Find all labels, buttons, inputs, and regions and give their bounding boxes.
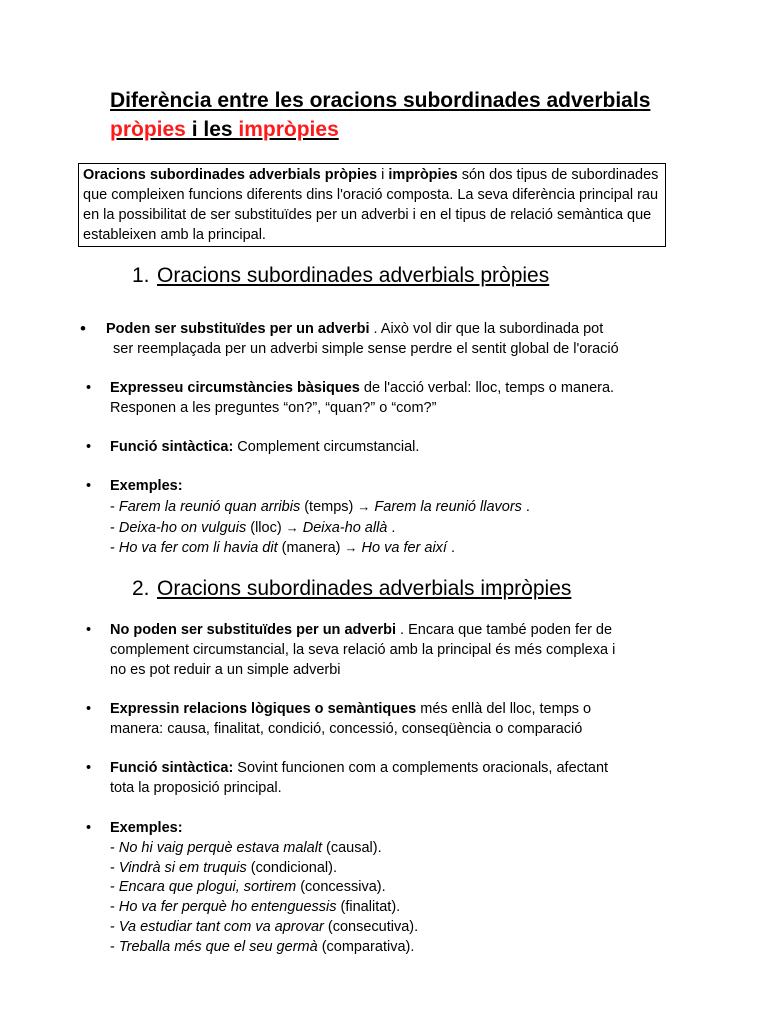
title-highlight-impropies: impròpies (238, 118, 339, 141)
bullet-icon: • (86, 478, 92, 494)
section-1-item-3 (86, 438, 666, 458)
item-text-line-2: ser reemplaçada per un adverbi simple sense perdre el sentit global de l'oració (113, 340, 619, 357)
item-text-line-2: complement circumstancial, la seva relació amb la principal és més complexa i (110, 641, 616, 658)
item-bold: Funció sintàctica: (110, 439, 234, 455)
example-line: - Farem la reunió quan arribis (temps) → Farem la reunió llavors . (110, 498, 530, 515)
section-2-heading (132, 575, 571, 603)
intro-box (78, 163, 666, 247)
intro-bold-2: impròpies (388, 167, 458, 183)
arrow-icon: → (344, 540, 358, 556)
example-line: - Deixa-ho on vulguis (lloc) → Deixa-ho allà . (110, 519, 396, 536)
bullet-icon: • (80, 319, 86, 338)
item-bold: Poden ser substituïdes per un adverbi (106, 321, 370, 337)
bullet-icon: • (86, 622, 92, 638)
section-1-item-1 (80, 320, 660, 360)
section-2-item-2 (86, 700, 666, 740)
examples-label: Exemples: (110, 478, 183, 494)
item-text-line-2: manera: causa, finalitat, condició, concessió, conseqüència o comparació (110, 720, 583, 737)
item-text: de l'acció verbal: lloc, temps o manera. (359, 380, 615, 396)
item-text: . Això vol dir que la subordinada pot (369, 321, 604, 337)
item-text-line-2: tota la proposició principal. (110, 779, 282, 796)
section-2-number: 2. (132, 577, 150, 600)
bullet-icon: • (86, 760, 92, 776)
item-text-line-3: no es pot reduir a un simple adverbi (110, 661, 341, 678)
intro-text-2: són dos tipus de subordinades que compleixen funcions diferents dins l'oració composta. La seva diferència principal rau en la possibilitat de ser substituïdes per un adverbi i en el tipus de relació semàntica que estableixen amb la principal. (83, 167, 659, 243)
section-1-item-4 (86, 477, 666, 559)
document-title (110, 86, 670, 144)
item-text: . Encara que també poden fer de (396, 622, 613, 638)
section-2-item-4 (86, 819, 666, 958)
intro-bold-1: Oracions subordinades adverbials pròpies (83, 167, 378, 183)
title-text: Diferència entre les oracions subordinades adverbials (110, 89, 651, 112)
bullet-icon: • (86, 701, 92, 717)
item-bold: Funció sintàctica: (110, 760, 234, 776)
item-bold: Expressin relacions lògiques o semàntiques (110, 701, 417, 717)
intro-text-1: i (377, 167, 389, 183)
item-text-line-2: Responen a les preguntes “on?”, “quan?” o “com?” (110, 399, 437, 416)
arrow-icon: → (357, 498, 371, 514)
section-1-number: 1. (132, 264, 150, 287)
example-line: - No hi vaig perquè estava malalt (causal). (110, 839, 382, 856)
section-1-heading (132, 262, 549, 290)
section-1-item-2 (86, 379, 666, 419)
arrow-icon: → (285, 519, 299, 535)
title-highlight-propies: pròpies (110, 118, 186, 141)
examples-label: Exemples: (110, 820, 183, 836)
example-line: - Ho va fer com li havia dit (manera) → Ho va fer així . (110, 540, 456, 557)
example-line: - Ho va fer perquè ho entenguessis (finalitat). (110, 899, 401, 916)
example-line: - Encara que plogui, sortirem (concessiva). (110, 879, 386, 896)
item-bold: Expresseu circumstàncies bàsiques (110, 380, 360, 396)
example-line: - Va estudiar tant com va aprovar (consecutiva). (110, 918, 419, 935)
bullet-icon: • (86, 380, 92, 396)
item-text: Sovint funcionen com a complements oracionals, afectant (233, 760, 609, 776)
item-text: Complement circumstancial. (233, 439, 420, 455)
title-connector: i les (185, 118, 239, 141)
section-2-title: Oracions subordinades adverbials impròpies (157, 577, 572, 600)
section-2-item-1 (86, 621, 666, 680)
item-text: més enllà del lloc, temps o (416, 701, 592, 717)
bullet-icon: • (86, 820, 92, 836)
bullet-icon: • (86, 439, 92, 455)
item-bold: No poden ser substituïdes per un adverbi (110, 622, 397, 638)
section-2-item-3 (86, 759, 666, 799)
example-line: - Treballa més que el seu germà (comparativa). (110, 938, 415, 955)
example-line: - Vindrà si em truquis (condicional). (110, 859, 337, 876)
section-1-title: Oracions subordinades adverbials pròpies (157, 264, 550, 287)
